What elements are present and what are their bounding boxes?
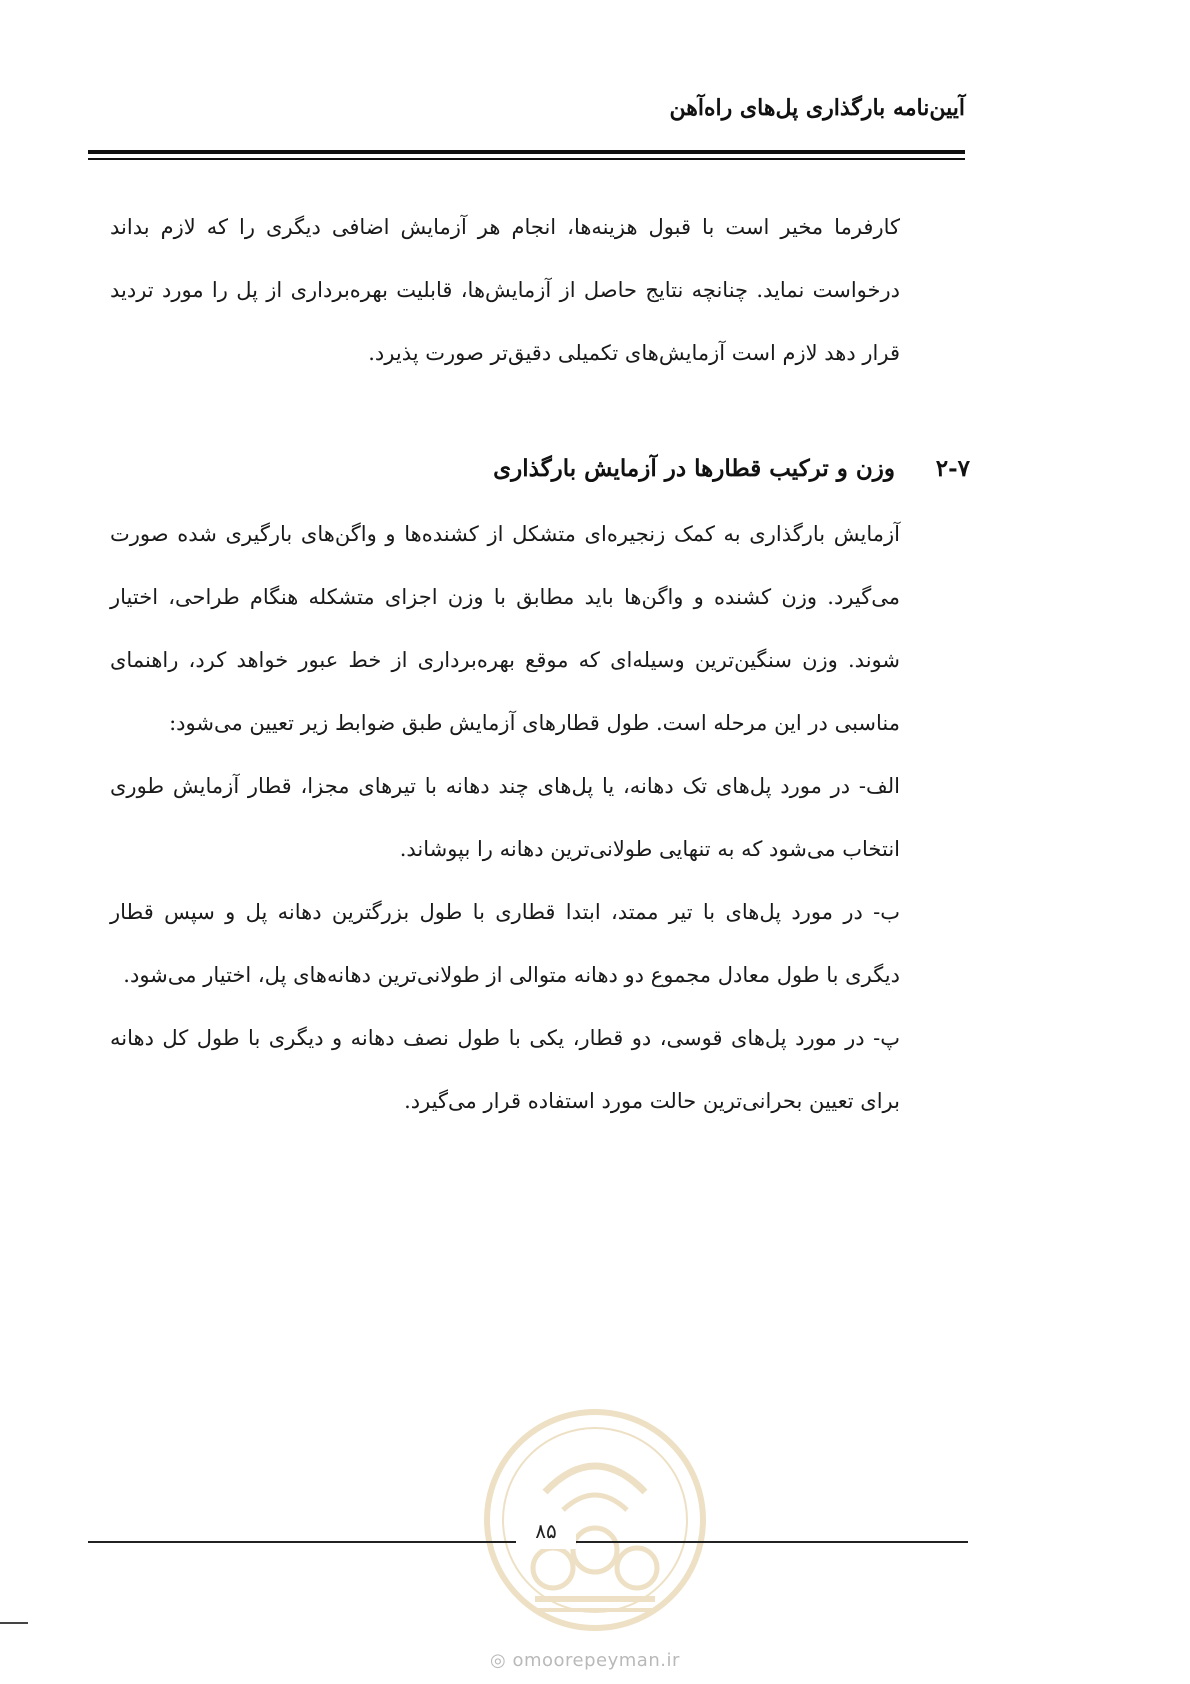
page-header (265, 95, 965, 121)
section-title: وزن و ترکیب قطارها در آزمایش بارگذاری (493, 455, 895, 482)
intro-paragraph: کارفرما مخیر است با قبول هزینه‌ها، انجام هر آزمایش اضافی دیگری را که لازم بداند درخواست نماید. چنانچه نتایج حاصل از آزمایش‌ها، قابلیت بهره‌برداری از پل را مورد تردید قرار دهد لازم است آزمایش‌های تکمیلی دقیق‌تر صورت پذیرد. (110, 215, 900, 365)
watermark-url (490, 1650, 680, 1671)
scan-margin-mark (0, 1622, 28, 1624)
section-heading (110, 455, 970, 482)
intro-text (110, 196, 900, 385)
section-number: ۲-۷ (935, 455, 970, 482)
header-rule-thin (88, 158, 965, 160)
section-body (110, 503, 900, 1133)
list-item-alef: الف- در مورد پل‌های تک دهانه، یا پل‌های چند دهانه با تیرهای مجزا، قطار آزمایش طوری انتخاب می‌شود که به تنهایی طولانی‌ترین دهانه را بپوشاند. (110, 774, 900, 861)
stamp-seal-icon (475, 1400, 715, 1640)
header-rule (88, 150, 965, 154)
section-paragraph: آزمایش بارگذاری به کمک زنجیره‌ای متشکل از کشنده‌ها و واگن‌های بارگیری شده صورت می‌گیرد. وزن کشنده و واگن‌ها باید مطابق با وزن اجزای متشکله هنگام طراحی، اختیار شوند. وزن سنگین‌ترین وسیله‌ای که موقع بهره‌برداری از خط عبور خواهد کرد، راهنمای مناسبی در این مرحله است. طول قطارهای آزمایش طبق ضوابط زیر تعیین می‌شود: (110, 522, 900, 735)
list-item-be: ب- در مورد پل‌های با تیر ممتد، ابتدا قطاری با طول بزرگترین دهانه پل و سپس قطار دیگری با طول معادل مجموع دو دهانه متوالی از طولانی‌ترین دهانه‌های پل، اختیار می‌شود. (110, 900, 900, 987)
page-number: ۸۵ (516, 1519, 576, 1549)
watermark-text: omoorepeyman.ir (512, 1650, 680, 1671)
globe-icon: ◎ (490, 1650, 507, 1671)
list-item-pe: پ- در مورد پل‌های قوسی، دو قطار، یکی با طول نصف دهانه و دیگری با طول کل دهانه برای تعیین بحرانی‌ترین حالت مورد استفاده قرار می‌گیرد. (110, 1026, 900, 1113)
document-title: آیین‌نامه بارگذاری پل‌های راه‌آهن (669, 95, 965, 121)
